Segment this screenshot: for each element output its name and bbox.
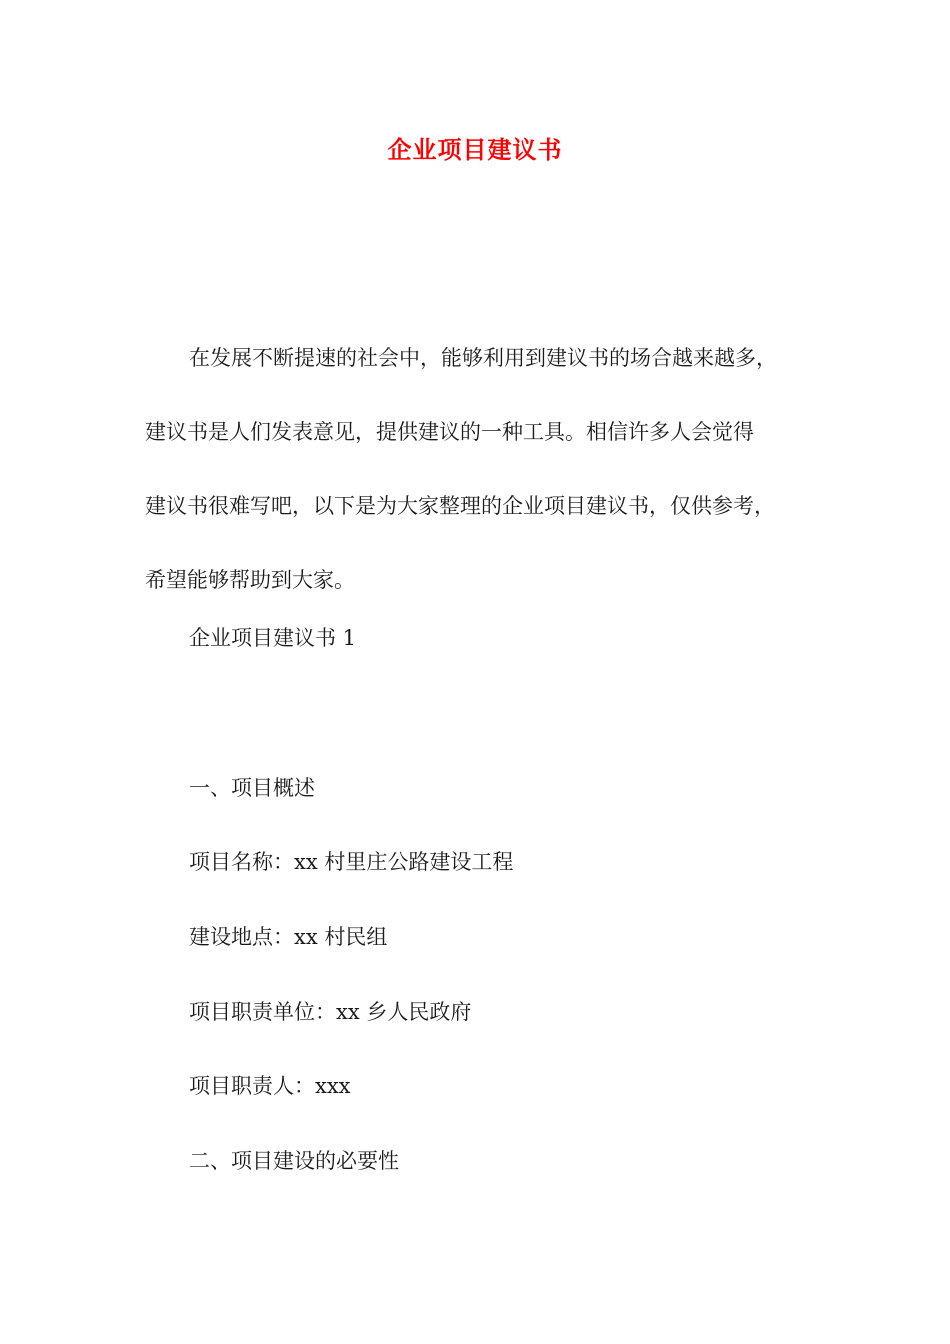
responsible-unit-line: 项目职责单位：xx 乡人民政府 (189, 1000, 472, 1024)
project-name-line: 项目名称：xx 村里庄公路建设工程 (189, 850, 514, 874)
section-heading: 一、项目概述 (189, 776, 315, 800)
document-title: 企业项目建议书 (387, 135, 563, 164)
intro-line: 希望能够帮助到大家。 (145, 568, 355, 592)
location-line: 建设地点：xx 村民组 (189, 925, 388, 949)
responsible-person-line: 项目职责人：xxx (189, 1074, 351, 1098)
intro-line: 建议书很难写吧，以下是为大家整理的企业项目建议书，仅供参考， (145, 494, 775, 518)
subtitle: 企业项目建议书 1 (189, 626, 357, 650)
intro-paragraph (145, 321, 835, 617)
intro-line: 建议书是人们发表意见，提供建议的一种工具。相信许多人会觉得 (145, 420, 754, 444)
section-heading: 二、项目建设的必要性 (189, 1149, 399, 1173)
intro-line: 在发展不断提速的社会中，能够利用到建议书的场合越来越多， (189, 346, 777, 370)
